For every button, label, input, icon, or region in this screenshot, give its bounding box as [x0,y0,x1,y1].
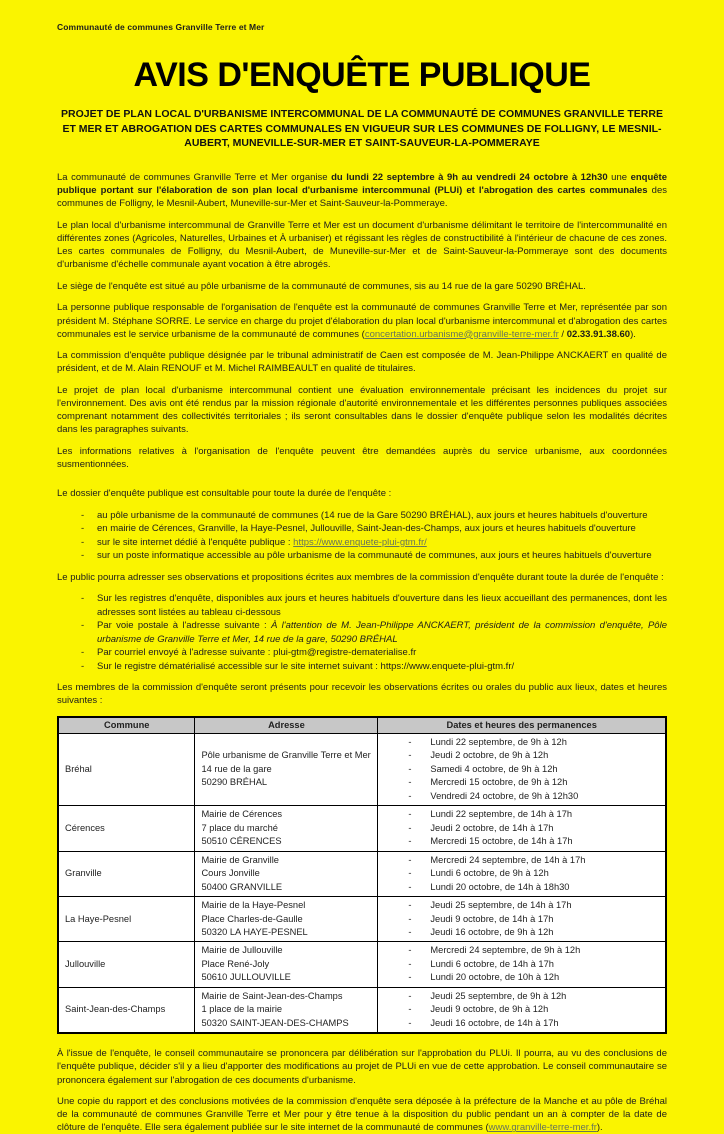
adresse-cell [195,733,378,805]
intro-1-object-bold: enquête publique portant sur l'élaboration de son plan local d'urbanisme intercommunal (PLUi) et l'abrogation des cartes communales [57,172,667,197]
observations-list [57,592,667,673]
commune-cell: La Haye-Pesnel [58,897,195,942]
dash-bullet-icon: - [408,868,412,879]
adresse-line: 50290 BRÉHAL [201,777,268,788]
adresse-line: Mairie de la Haye-Pesnel [201,900,306,911]
list-item: - Par voie postale à l'adresse suivante : À l'attention de M. Jean-Philippe ANCKAERT, président de la commission d'enquête, Pôle urbanisme de Granville Terre et Mer, 14 rue de la gare, 50290 BRÉHAL [81,620,667,645]
permanence-date-line [384,958,659,971]
commune-cell: Jullouville [58,942,195,987]
column-header-adresse: Adresse [195,717,378,734]
adresse-line: Mairie de Jullouville [201,945,283,956]
permanences-table-header [58,717,666,734]
permanence-date-line [384,913,659,926]
permanence-date-text: Lundi 6 octobre, de 9h à 12h [430,868,549,879]
dash-bullet-icon: - [81,593,85,605]
permanences-table-body [58,733,666,1033]
paragraph-plui-description: Le plan local d'urbanisme intercommunal de Granville Terre et Mer est un document d'urbanisme délimitant le territoire de l'intercommunalité en différentes zones (Agricoles, Naturelles, Urbaines et À urbaniser) et régissant les règles de constructibilité à l'intérieur de chacune de ces zones. Les cartes communales de Folligny, du Mesnil-Aubert, de Muneville-sur-Mer et de Saint-Sauveur-la-Pommeraye sont des documents d'urbanisme d'échelle communale ayant vocation à être abrogés. [57,219,667,271]
permanence-date-text: Lundi 22 septembre, de 9h à 12h [430,736,567,747]
intro-1-dates-bold: du lundi 22 septembre à 9h au vendredi 24 octobre à 12h30 [331,172,608,184]
permanence-date-line [384,835,659,848]
organization-name: Communauté de communes Granville Terre et Mer [57,22,265,32]
dash-bullet-icon: - [408,1004,412,1015]
permanence-date-text: Mercredi 24 septembre, de 9h à 12h [430,945,581,956]
paragraph-evaluation-environnementale: Le projet de plan local d'urbanisme intercommunal contient une évaluation environnementale précisant les incidences du projet sur l'environnement. Des avis ont été rendus par la mission régionale d'autorité environnementale et les différentes personnes publiques associées comprenant notamment des collectivités territoriales ; ils seront consultables dans le dossier d'enquête publique selon les modalités décrites dans les paragraphes suivants. [57,384,667,436]
adresse-line: 50610 JULLOUVILLE [201,972,291,983]
table-row [58,733,666,805]
permanence-date-text: Jeudi 25 septembre, de 9h à 12h [430,990,567,1001]
adresse-line: 1 place de la mairie [201,1004,283,1015]
permanence-date-text: Lundi 22 septembre, de 14h à 17h [430,809,573,820]
permanence-date-text: Mercredi 15 octobre, de 9h à 12h [430,777,568,788]
dash-bullet-icon: - [408,990,412,1001]
permanence-date-text: Jeudi 16 octobre, de 9h à 12h [430,927,554,938]
cc-website-link[interactable]: www.granville-terre-mer.fr [488,1122,597,1134]
dash-bullet-icon: - [408,763,412,774]
permanence-date-line [384,1003,659,1016]
list-item: - Sur le registre dématérialisé accessible sur le site internet suivant : https://www.enquete-plui-gtm.fr/ [81,660,515,672]
enquete-website-link[interactable]: https://www.enquete-plui-gtm.fr/ [293,536,427,548]
permanence-date-line [384,763,659,776]
paragraph-intro-1: La communauté de communes Granville Terre et Mer organise du lundi 22 septembre à 9h au vendredi 24 octobre à 12h30 une enquête publique portant sur l'élaboration de son plan local d'urbanisme intercommunal (PLUi) et l'abrogation des cartes communales des communes de Folligny, le Mesnil-Aubert, Muneville-sur-Mer et Saint-Sauveur-la-Pommeraye. [57,172,667,210]
adresse-line: Mairie de Granville [201,854,279,865]
table-row [58,987,666,1033]
permanence-date-line [384,749,659,762]
dash-bullet-icon: - [408,945,412,956]
list-item: - Sur les registres d'enquête, disponibles aux jours et heures habituels d'ouverture dans les lieux accueillant des permanences, dont les adresses sont listées au tableau ci-dessous [81,593,667,618]
paragraph-informations: Les informations relatives à l'organisation de l'enquête peuvent être demandées auprès du service urbanisme, aux coordonnées susmentionnées. [57,445,667,471]
permanence-date-text: Mercredi 24 septembre, de 14h à 17h [430,854,586,865]
dash-bullet-icon: - [408,736,412,747]
dates-cell [378,733,666,805]
column-header-dates: Dates et heures des permanences [378,717,666,734]
dash-bullet-icon: - [408,777,412,788]
list-item: - Par courriel envoyé à l'adresse suivante : plui-gtm@registre-dematerialise.fr [81,647,417,659]
phone-number: 02.33.91.38.60 [566,328,631,340]
table-row [58,897,666,942]
permanence-date-line [384,944,659,957]
dates-cell [378,851,666,896]
permanence-date-text: Jeudi 25 septembre, de 14h à 17h [430,900,572,911]
adresse-cell [195,897,378,942]
dates-cell [378,806,666,851]
dash-bullet-icon: - [408,854,412,865]
adresse-line: Mairie de Cérences [201,809,283,820]
permanence-date-line [384,736,659,749]
permanence-date-text: Jeudi 2 octobre, de 9h à 12h [430,750,549,761]
dash-bullet-icon: - [81,523,85,535]
page-title: AVIS D'ENQUÊTE PUBLIQUE [133,56,591,94]
adresse-line: Pôle urbanisme de Granville Terre et Mer [201,750,371,761]
permanence-date-text: Lundi 20 octobre, de 14h à 18h30 [430,881,570,892]
list-item: - sur le site internet dédié à l'enquête publique : https://www.enquete-plui-gtm.fr/ [81,536,427,548]
observations-heading: Le public pourra adresser ses observations et propositions écrites aux membres de la commission d'enquête durant toute la durée de l'enquête : [57,571,664,583]
dash-bullet-icon: - [408,958,412,969]
adresse-cell [195,851,378,896]
adresse-line: Place Charles-de-Gaulle [201,913,303,924]
conclusion-rapport: Une copie du rapport et des conclusions motivées de la commission d'enquête sera déposée à la préfecture de la Manche et au pôle de Bréhal de la communauté de communes Granville Terre et Mer pour y être tenue à la disposition du public pendant un an à compter de la date de clôture de l'enquête. Elle sera également publiée sur le site internet de la communauté de communes (www.granville-terre-mer.fr). [57,1096,667,1134]
dash-bullet-icon: - [81,620,85,632]
adresse-cell [195,942,378,987]
commune-cell: Granville [58,851,195,896]
dates-cell [378,942,666,987]
permanences-table [57,716,667,1034]
adresse-line: 50510 CÉRENCES [201,836,282,847]
dash-bullet-icon: - [81,647,85,659]
dash-bullet-icon: - [408,881,412,892]
permanences-intro: Les membres de la commission d'enquête seront présents pour recevoir les observations écrites ou orales du public aux lieux, dates et heures suivantes : [57,682,667,707]
adresse-line: 50320 LA HAYE-PESNEL [201,927,308,938]
list-item: - en mairie de Cérences, Granville, la Haye-Pesnel, Jullouville, Saint-Jean-des-Champs, aux jours et heures habituels d'ouverture [81,523,636,535]
notice-subtitle: PROJET DE PLAN LOCAL D'URBANISME INTERCOMMUNAL DE LA COMMUNAUTÉ DE COMMUNES GRANVILLE TERRE ET MER ET ABROGATION DES CARTES COMMUNALES EN VIGUEUR SUR LES COMMUNES DE FOLLIGNY, LE MESNIL-AUBERT, MUNEVILLE-SUR-MER ET SAINT-SAUVEUR-LA-POMMERAYE [61,108,663,150]
permanence-date-line [384,808,659,821]
dash-bullet-icon: - [408,913,412,924]
paragraph-commission: La commission d'enquête publique désignée par le tribunal administratif de Caen est composée de M. Jean-Philippe ANCKAERT en qualité de président, et de M. Alain RENOUF et M. Michel RAIMBEAULT en qualité de titulaires. [57,350,667,375]
permanence-date-text: Lundi 20 octobre, de 10h à 12h [430,972,560,983]
permanence-date-line [384,790,659,803]
conclusion-approbation: À l'issue de l'enquête, le conseil communautaire se prononcera par délibération sur l'approbation du PLUi. Il pourra, au vu des conclusions de l'enquête publique, décider s'il y a lieu d'apporter des modifications au projet de PLUi en vue de cette approbation. Le conseil communautaire se prononcera également sur l'abrogation de ces documents d'urbanisme. [57,1048,667,1086]
postal-address-italic: À l'attention de M. Jean-Philippe ANCKAERT, président de la commission d'enquête, Pôle urbanisme de Granville Terre et Mer, 14 rue de la gare, 50290 BRÉHAL [97,620,667,645]
dossier-consultation-list [57,509,667,563]
permanence-date-text: Vendredi 24 octobre, de 9h à 12h30 [430,790,579,801]
table-row [58,806,666,851]
dash-bullet-icon: - [408,972,412,983]
dash-bullet-icon: - [408,822,412,833]
dash-bullet-icon: - [81,660,85,672]
dates-cell [378,987,666,1033]
permanence-date-line [384,881,659,894]
column-header-commune: Commune [58,717,195,734]
adresse-line: Mairie de Saint-Jean-des-Champs [201,990,343,1001]
intro-1-text: La communauté de communes Granville Terre et Mer organise [57,172,332,184]
dash-bullet-icon: - [408,1017,412,1028]
dash-bullet-icon: - [81,550,85,562]
dates-cell [378,897,666,942]
dash-bullet-icon: - [408,836,412,847]
permanence-date-text: Lundi 6 octobre, de 14h à 17h [430,958,554,969]
commune-cell: Saint-Jean-des-Champs [58,987,195,1033]
permanence-date-text: Jeudi 2 octobre, de 14h à 17h [430,822,554,833]
dash-bullet-icon: - [81,536,85,548]
permanence-date-text: Jeudi 9 octobre, de 9h à 12h [430,1004,549,1015]
adresse-line: 50400 GRANVILLE [201,881,283,892]
adresse-cell [195,987,378,1033]
adresse-line: Place René-Joly [201,958,270,969]
permanence-date-line [384,867,659,880]
dash-bullet-icon: - [408,790,412,801]
permanence-date-line [384,971,659,984]
table-row [58,942,666,987]
permanence-date-line [384,926,659,939]
list-item: - au pôle urbanisme de la communauté de communes (14 rue de la Gare 50290 BRÉHAL), aux jours et heures habituels d'ouverture [81,509,648,521]
permanence-date-line [384,854,659,867]
dash-bullet-icon: - [408,809,412,820]
adresse-line: 14 rue de la gare [201,763,272,774]
permanence-date-line [384,899,659,912]
paragraph-siege-enquete: Le siège de l'enquête est situé au pôle urbanisme de la communauté de communes, sis au 14 rue de la gare 50290 BRÉHAL. [57,280,586,292]
permanence-date-line [384,822,659,835]
dash-bullet-icon: - [408,927,412,938]
adresse-cell [195,806,378,851]
adresse-line: Cours Jonville [201,868,260,879]
dash-bullet-icon: - [81,509,85,521]
commune-cell: Cérences [58,806,195,851]
permanence-date-text: Samedi 4 octobre, de 9h à 12h [430,763,558,774]
permanence-date-text: Jeudi 16 octobre, de 14h à 17h [430,1017,559,1028]
table-row [58,851,666,896]
permanence-date-text: Mercredi 15 octobre, de 14h à 17h [430,836,573,847]
adresse-line: 50320 SAINT-JEAN-DES-CHAMPS [201,1017,349,1028]
permanence-date-line [384,776,659,789]
permanence-date-text: Jeudi 9 octobre, de 14h à 17h [430,913,554,924]
commune-cell: Bréhal [58,733,195,805]
paragraph-personne-publique: La personne publique responsable de l'organisation de l'enquête est la communauté de communes Granville Terre et Mer, représentée par son président M. Stéphane SORRE. Le service en charge du projet d'élaboration du plan local d'urbanisme intercommunal et d'abrogation des cartes communales est le service urbanisme de la communauté de communes (concertation.urbanisme@granville-terre-mer.fr / 02.33.91.38.60). [57,302,667,340]
dossier-heading: Le dossier d'enquête publique est consultable pour toute la durée de l'enquête : [57,488,392,500]
permanence-date-line [384,990,659,1003]
dash-bullet-icon: - [408,900,412,911]
list-item: - sur un poste informatique accessible au pôle urbanisme de la communauté de communes, aux jours et heures habituels d'ouverture [81,550,652,562]
adresse-line: 7 place du marché [201,822,278,833]
email-link[interactable]: concertation.urbanisme@granville-terre-mer.fr [364,328,559,340]
dash-bullet-icon: - [408,750,412,761]
